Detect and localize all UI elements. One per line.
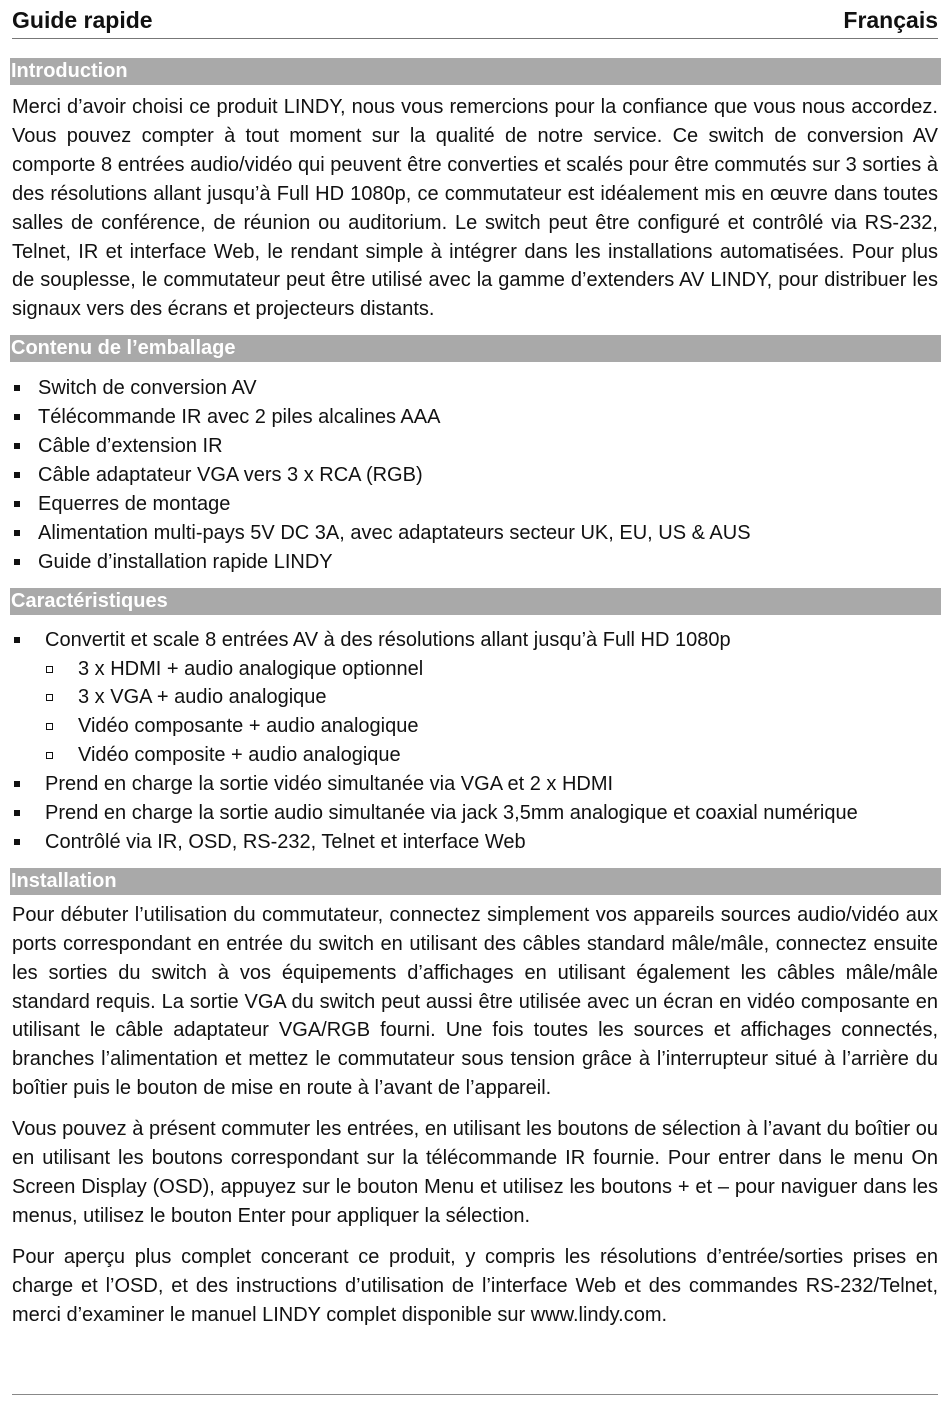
list-item: Guide d’installation rapide LINDY — [12, 548, 938, 577]
list-item: Switch de conversion AV — [12, 374, 938, 403]
language-label: Français — [843, 7, 938, 33]
list-item: Equerres de montage — [12, 490, 938, 519]
document-page — [12, 0, 938, 1330]
footer-divider — [12, 1394, 938, 1395]
features-list — [12, 626, 938, 655]
installation-paragraph: Pour aperçu plus complet concerant ce produit, y compris les résolutions d’entrée/sorties prises en charge et l’OSD, et des instructions d’utilisation de l’interface Web et des commandes RS-232/Telnet, merci d’examiner le manuel LINDY complet disponible sur www.lindy.com. — [12, 1245, 938, 1326]
features-sublist — [12, 655, 938, 771]
package-list — [12, 374, 938, 576]
list-item: Vidéo composite + audio analogique — [12, 741, 938, 770]
section-heading-installation: Installation — [10, 868, 941, 895]
list-item: Contrôlé via IR, OSD, RS-232, Telnet et interface Web — [12, 828, 938, 857]
introduction-text: Merci d’avoir choisi ce produit LINDY, nous vous remercions pour la confiance que vous nous accordez. Vous pouvez compter à tout moment sur la qualité de notre service. Ce switch de conversion AV comporte 8 entrées audio/vidéo qui peuvent être converties et scalés pour être commutés sur 3 sorties à des résolutions allant jusqu’à Full HD 1080p, ce commutateur est idéalement mis en œuvre dans toutes salles de conférence, de réunion ou auditorium. Le switch peut être configuré et contrôlé via RS-232, Telnet, IR et interface Web, le rendant simple à intégrer dans les installations automatisées. Pour plus de souplesse, le commutateur peut être utilisé avec la gamme d’extenders AV LINDY, pour distribuer les signaux vers des écrans et projecteurs distants. — [12, 96, 938, 321]
installation-paragraph: Vous pouvez à présent commuter les entrées, en utilisant les boutons de sélection à l’avant du boîtier ou en utilisant les boutons correspondant sur la télécommande IR fournie. Pour entrer dans le menu On Screen Display (OSD), appuyez sur le bouton Menu et utilisez les boutons + et – pour naviguer dans les menus, utilisez le bouton Enter pour appliquer la sélection. — [12, 1118, 938, 1227]
list-item: 3 x HDMI + audio analogique optionnel — [12, 655, 938, 684]
list-item: Vidéo composante + audio analogique — [12, 712, 938, 741]
features-list-more — [12, 770, 938, 857]
list-item: Prend en charge la sortie audio simultanée via jack 3,5mm analogique et coaxial numérique — [12, 799, 938, 828]
list-item: Télécommande IR avec 2 piles alcalines AAA — [12, 403, 938, 432]
section-heading-package: Contenu de l’emballage — [10, 335, 941, 362]
list-item: Alimentation multi-pays 5V DC 3A, avec adaptateurs secteur UK, EU, US & AUS — [12, 519, 938, 548]
list-item: Câble d’extension IR — [12, 432, 938, 461]
list-item: 3 x VGA + audio analogique — [12, 683, 938, 712]
list-item: Câble adaptateur VGA vers 3 x RCA (RGB) — [12, 461, 938, 490]
page-header — [12, 0, 938, 39]
list-item: Prend en charge la sortie vidéo simultanée via VGA et 2 x HDMI — [12, 770, 938, 799]
installation-paragraph: Pour débuter l’utilisation du commutateur, connectez simplement vos appareils sources audio/vidéo aux ports correspondant en entrée du switch en utilisant des câbles standard mâle/mâle, connectez ensuite les sorties du switch à vos équipements d’affichages en utilisant également les câbles mâle/mâle standard requis. La sortie VGA du switch peut aussi être utilisée avec un écran en vidéo composante en utilisant le câble adaptateur VGA/RGB fourni. Une fois toutes les sources et affichages connectés, branches l’alimentation et mettez le commutateur sous tension grâce à l’interrupteur situé à l’arrière du boîtier puis le bouton de mise en route à l’avant de l’appareil. — [12, 903, 938, 1100]
section-heading-features: Caractéristiques — [10, 588, 941, 615]
section-heading-introduction: Introduction — [10, 58, 941, 85]
list-item: Convertit et scale 8 entrées AV à des résolutions allant jusqu’à Full HD 1080p — [12, 626, 938, 655]
page-title: Guide rapide — [12, 7, 153, 33]
